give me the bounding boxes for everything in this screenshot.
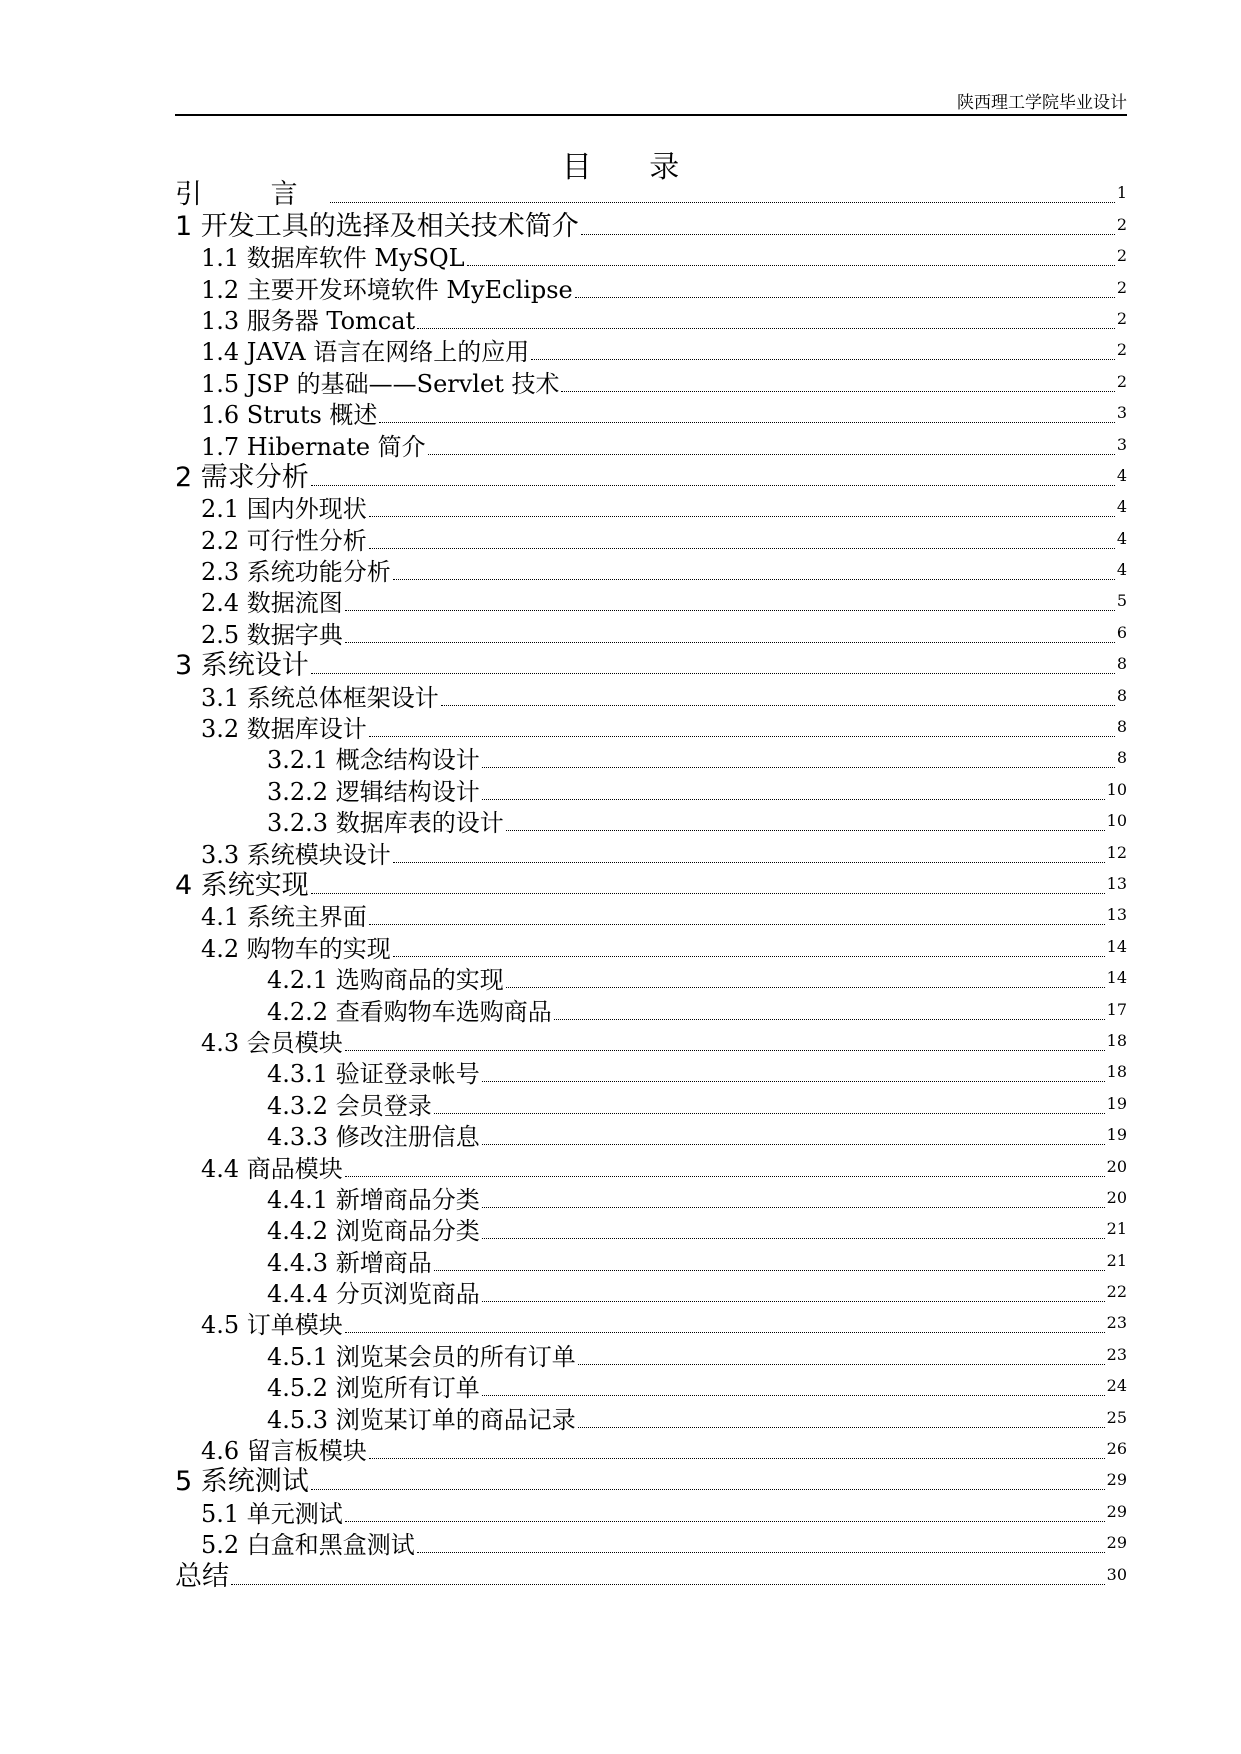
toc-entry-page-number: 3 [1116,403,1127,423]
toc-entry[interactable] [175,492,1127,523]
toc-entry-page-number: 14 [1106,936,1127,956]
toc-entry-label: 4.5.2 浏览所有订单 [267,1374,480,1403]
toc-dot-leader [231,1584,1105,1585]
toc-dot-leader [369,516,1115,517]
toc-entry-label: 3.3 系统模块设计 [201,840,391,869]
toc-entry-label: 3.2.1 概念结构设计 [267,746,480,775]
toc-entry[interactable] [175,1277,1127,1308]
toc-dot-leader [482,1081,1105,1082]
toc-entry-page-number: 23 [1106,1344,1127,1364]
toc-entry[interactable] [175,304,1127,335]
toc-dot-leader [345,1050,1105,1051]
toc-dot-leader [345,1332,1105,1333]
toc-entry[interactable] [175,931,1127,962]
toc-dot-leader [417,1552,1105,1553]
toc-entry-page-number: 13 [1106,905,1127,925]
toc-entry[interactable] [175,241,1127,272]
toc-entry-page-number: 25 [1106,1407,1127,1427]
toc-entry[interactable] [175,806,1127,837]
toc-entry[interactable] [175,617,1127,648]
toc-dot-leader [369,924,1105,925]
toc-entry-page-number: 2 [1116,246,1127,266]
toc-entry[interactable] [175,555,1127,586]
toc-entry-page-number: 21 [1106,1250,1127,1270]
toc-dot-leader [482,1207,1105,1208]
toc-entry[interactable] [175,774,1127,805]
toc-dot-leader [434,1113,1105,1114]
toc-dot-leader [345,642,1115,643]
toc-dot-leader [578,1427,1105,1428]
toc-entry-label: 4.4 商品模块 [201,1154,343,1183]
toc-entry-page-number: 12 [1106,842,1127,862]
toc-entry-page-number: 8 [1116,748,1127,768]
toc-entry[interactable] [175,1245,1127,1276]
toc-entry[interactable] [175,1183,1127,1214]
toc-entry-label: 4.5.3 浏览某订单的商品记录 [267,1405,576,1434]
toc-dot-leader [393,579,1115,580]
toc-entry-page-number: 20 [1106,1187,1127,1207]
toc-entry-label: 2.2 可行性分析 [201,526,367,555]
toc-dot-leader [482,799,1105,800]
toc-entry[interactable] [175,272,1127,303]
toc-dot-leader [482,1144,1105,1145]
toc-entry-label: 1.3 服务器 Tomcat [201,306,416,335]
toc-entry-page-number: 2 [1116,340,1127,360]
toc-entry-page-number: 23 [1106,1313,1127,1333]
toc-entry-page-number: 20 [1106,1156,1127,1176]
toc-entry-page-number: 13 [1106,873,1127,893]
toc-entry[interactable] [175,178,1127,209]
toc-entry[interactable] [175,1434,1127,1465]
toc-dot-leader [578,1364,1105,1365]
toc-entry-page-number: 4 [1116,497,1127,517]
toc-entry-label: 3.2.2 逻辑结构设计 [267,777,480,806]
toc-entry-label: 4.4.4 分页浏览商品 [267,1280,480,1309]
toc-entry[interactable] [175,1559,1127,1590]
toc-dot-leader [428,454,1115,455]
toc-entry[interactable] [175,398,1127,429]
toc-entry-page-number: 4 [1116,528,1127,548]
toc-entry-label: 4 系统实现 [175,869,309,901]
toc-dot-leader [531,359,1115,360]
toc-entry-page-number: 8 [1116,717,1127,737]
toc-entry-page-number: 2 [1116,214,1127,234]
toc-entry-page-number: 8 [1116,654,1127,674]
toc-entry-label: 5 系统测试 [175,1466,309,1498]
toc-dot-leader [417,328,1115,329]
toc-entry[interactable] [175,366,1127,397]
toc-entry-label: 1.2 主要开发环境软件 MyEclipse [201,275,573,304]
toc-entry-page-number: 19 [1106,1093,1127,1113]
toc-dot-leader [379,422,1114,423]
toc-dot-leader [369,736,1115,737]
toc-entry-page-number: 4 [1116,560,1127,580]
toc-entry-page-number: 1 [1116,183,1127,203]
toc-entry-label: 5.2 白盒和黑盒测试 [201,1531,415,1560]
toc-entry-page-number: 2 [1116,308,1127,328]
toc-entry-page-number: 19 [1106,1125,1127,1145]
toc-dot-leader [369,1458,1105,1459]
toc-entry-label: 1.6 Struts 概述 [201,401,378,430]
toc-entry[interactable] [175,1120,1127,1151]
toc-entry-page-number: 2 [1116,277,1127,297]
toc-dot-leader [575,297,1115,298]
toc-entry[interactable] [175,963,1127,994]
toc-entry-label: 2.3 系统功能分析 [201,558,391,587]
toc-dot-leader [311,893,1105,894]
toc-entry[interactable] [175,712,1127,743]
toc-entry[interactable] [175,1371,1127,1402]
toc-entry-page-number: 8 [1116,685,1127,705]
toc-entry-label: 2.1 国内外现状 [201,495,367,524]
toc-entry[interactable] [175,743,1127,774]
toc-entry-label: 2.4 数据流图 [201,589,343,618]
toc-entry-label: 3 系统设计 [175,650,309,682]
toc-dot-leader [482,767,1115,768]
toc-entry[interactable] [175,586,1127,617]
toc-dot-leader [311,673,1115,674]
toc-entry-label: 4.5.1 浏览某会员的所有订单 [267,1342,576,1371]
toc-entry-page-number: 10 [1106,779,1127,799]
toc-dot-leader [561,391,1114,392]
toc-dot-leader [369,548,1115,549]
toc-entry[interactable] [175,869,1127,900]
toc-dot-leader [330,202,1115,203]
toc-entry-label: 4.4.1 新增商品分类 [267,1185,480,1214]
toc-dot-leader [345,1521,1105,1522]
toc-entry[interactable] [175,649,1127,680]
toc-entry[interactable] [175,335,1127,366]
toc-dot-leader [482,1301,1105,1302]
toc-dot-leader [467,265,1115,266]
toc-dot-leader [441,705,1115,706]
toc-entry-page-number: 29 [1106,1533,1127,1553]
toc-dot-leader [506,987,1105,988]
toc-entry-label: 4.3.3 修改注册信息 [267,1123,480,1152]
toc-entry-page-number: 18 [1106,1030,1127,1050]
toc-entry-page-number: 10 [1106,811,1127,831]
toc-entry[interactable] [175,900,1127,931]
toc-entry-label: 3.2.3 数据库表的设计 [267,809,504,838]
toc-entry-page-number: 26 [1106,1439,1127,1459]
toc-entry-label: 引 言 [175,179,328,211]
toc-dot-leader [482,1395,1105,1396]
toc-entry-label: 1.5 JSP 的基础——Servlet 技术 [201,369,560,398]
toc-entry-label: 4.3 会员模块 [201,1028,343,1057]
toc-entry-label: 5.1 单元测试 [201,1499,343,1528]
toc-entry-label: 4.3.1 验证登录帐号 [267,1060,480,1089]
toc-entry[interactable] [175,1214,1127,1245]
toc-entry-label: 4.2.2 查看购物车选购商品 [267,997,552,1026]
toc-entry-page-number: 17 [1106,999,1127,1019]
toc-entry-page-number: 3 [1116,434,1127,454]
toc-entry[interactable] [175,1339,1127,1370]
toc-entry-label: 4.4.3 新增商品 [267,1248,432,1277]
toc-entry-label: 4.2 购物车的实现 [201,934,391,963]
toc-entry-page-number: 5 [1116,591,1127,611]
toc-dot-leader [345,610,1115,611]
toc-entry-label: 1 开发工具的选择及相关技术简介 [175,210,579,242]
toc-entry[interactable] [175,1402,1127,1433]
toc-dot-leader [554,1019,1105,1020]
toc-entry[interactable] [175,1151,1127,1182]
toc-entry[interactable] [175,209,1127,240]
toc-entry[interactable] [175,1088,1127,1119]
toc-entry-page-number: 6 [1116,622,1127,642]
toc-entry-label: 4.2.1 选购商品的实现 [267,966,504,995]
toc-entry-page-number: 30 [1106,1564,1127,1584]
toc-dot-leader [393,862,1105,863]
toc-entry[interactable] [175,461,1127,492]
toc-entry[interactable] [175,429,1127,460]
toc-dot-leader [311,1489,1105,1490]
toc-entry[interactable] [175,1496,1127,1527]
toc-entry-page-number: 29 [1106,1470,1127,1490]
toc-entry-label: 3.1 系统总体框架设计 [201,683,439,712]
toc-entry[interactable] [175,1057,1127,1088]
toc-dot-leader [434,1270,1105,1271]
toc-entry-label: 4.1 系统主界面 [201,903,367,932]
toc-entry-label: 2 需求分析 [175,461,309,493]
toc-entry[interactable] [175,994,1127,1025]
toc-entry[interactable] [175,1026,1127,1057]
toc-entry-page-number: 4 [1116,465,1127,485]
toc-dot-leader [345,1176,1105,1177]
toc-entry[interactable] [175,837,1127,868]
toc-entry[interactable] [175,1308,1127,1339]
toc-entry-label: 4.5 订单模块 [201,1311,343,1340]
toc-entry-page-number: 14 [1106,968,1127,988]
page-header [175,86,1127,116]
toc-entry[interactable] [175,680,1127,711]
toc-entry-label: 4.4.2 浏览商品分类 [267,1217,480,1246]
toc-entry-label: 4.6 留言板模块 [201,1437,367,1466]
toc-entry-page-number: 18 [1106,1062,1127,1082]
toc-entry-label: 4.3.2 会员登录 [267,1091,432,1120]
toc-entry-page-number: 2 [1116,371,1127,391]
toc-entry[interactable] [175,1528,1127,1559]
toc-entry-label: 1.4 JAVA 语言在网络上的应用 [201,338,530,367]
header-text: 陕西理工学院毕业设计 [957,93,1127,113]
toc-title: 目 录 [561,150,704,185]
toc-entry-label: 3.2 数据库设计 [201,715,367,744]
toc-dot-leader [482,1238,1105,1239]
toc-entry-page-number: 29 [1106,1501,1127,1521]
table-of-contents [175,178,1127,1591]
toc-dot-leader [311,485,1115,486]
toc-entry-label: 1.1 数据库软件 MySQL [201,244,465,273]
toc-entry-label: 1.7 Hibernate 简介 [201,432,426,461]
toc-entry-label: 总结 [175,1560,229,1592]
toc-dot-leader [393,956,1105,957]
toc-entry-page-number: 24 [1106,1376,1127,1396]
toc-entry-label: 2.5 数据字典 [201,620,343,649]
toc-entry-page-number: 22 [1106,1282,1127,1302]
toc-entry-page-number: 21 [1106,1219,1127,1239]
toc-dot-leader [581,234,1115,235]
toc-dot-leader [506,830,1105,831]
toc-entry[interactable] [175,523,1127,554]
toc-entry[interactable] [175,1465,1127,1496]
